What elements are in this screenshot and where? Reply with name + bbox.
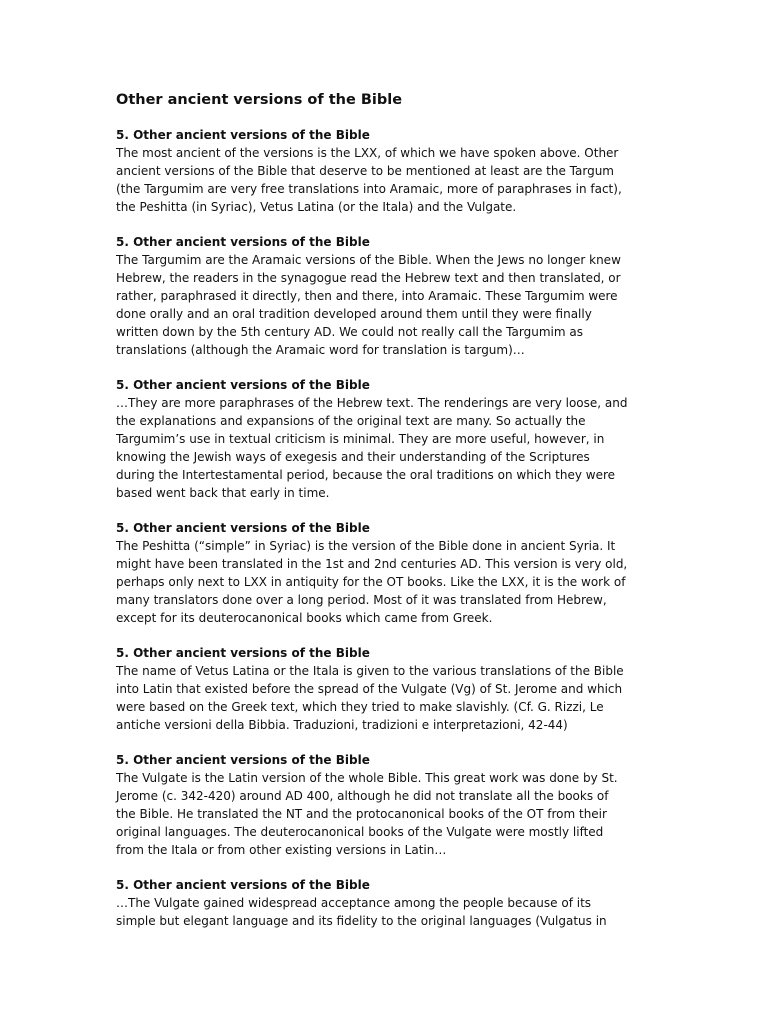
body-text-line: knowing the Jewish ways of exegesis and their understanding of the Scriptures <box>116 450 590 464</box>
body-text-line: except for its deuterocanonical books which came from Greek. <box>116 611 493 625</box>
body-text-line: during the Intertestamental period, because the oral traditions on which they were <box>116 468 616 482</box>
body-text-line: …They are more paraphrases of the Hebrew text. The renderings are very loose, and <box>116 396 628 410</box>
section <box>116 126 656 216</box>
body-text-line: Hebrew, the readers in the synagogue read the Hebrew text and then translated, or <box>116 271 621 285</box>
body-text-line: antiche versioni della Bibbia. Traduzioni, tradizioni e interpretazioni, 42-44) <box>116 718 568 732</box>
body-text-line: (the Targumim are very free translations into Aramaic, more of paraphrases in fact), <box>116 182 622 196</box>
body-text-line: Jerome (c. 342-420) around AD 400, although he did not translate all the books of <box>116 789 609 803</box>
section <box>116 233 656 359</box>
section <box>116 751 656 859</box>
body-text-line: the explanations and expansions of the original text are many. So actually the <box>116 414 586 428</box>
section-heading: 5. Other ancient versions of the Bible <box>116 646 370 660</box>
body-text-line: done orally and an oral tradition developed around them until they were finally <box>116 307 592 321</box>
body-text-line: written down by the 5th century AD. We could not really call the Targumim as <box>116 325 583 339</box>
section-heading: 5. Other ancient versions of the Bible <box>116 753 370 767</box>
section <box>116 876 656 930</box>
body-text-line: original languages. The deuterocanonical books of the Vulgate were mostly lifted <box>116 825 604 839</box>
section <box>116 519 656 627</box>
sections-container <box>116 126 656 930</box>
section-heading: 5. Other ancient versions of the Bible <box>116 128 370 142</box>
body-text-line: simple but elegant language and its fidelity to the original languages (Vulgatus in <box>116 914 607 928</box>
body-text-line: The most ancient of the versions is the LXX, of which we have spoken above. Other <box>116 146 619 160</box>
body-text-line: the Peshitta (in Syriac), Vetus Latina (or the Itala) and the Vulgate. <box>116 200 517 214</box>
section-heading: 5. Other ancient versions of the Bible <box>116 521 370 535</box>
body-text-line: into Latin that existed before the spread of the Vulgate (Vg) of St. Jerome and which <box>116 682 623 696</box>
body-text-line: ancient versions of the Bible that deserve to be mentioned at least are the Targum <box>116 164 614 178</box>
section-heading: 5. Other ancient versions of the Bible <box>116 378 370 392</box>
body-text-line: The name of Vetus Latina or the Itala is given to the various translations of the Bible <box>116 664 624 678</box>
body-text-line: The Vulgate is the Latin version of the whole Bible. This great work was done by St. <box>116 771 618 785</box>
section-heading: 5. Other ancient versions of the Bible <box>116 878 370 892</box>
section <box>116 644 656 734</box>
body-text-line: The Peshitta (“simple” in Syriac) is the version of the Bible done in ancient Syria. It <box>116 539 616 553</box>
body-text-line: might have been translated in the 1st and 2nd centuries AD. This version is very old, <box>116 557 628 571</box>
section-heading: 5. Other ancient versions of the Bible <box>116 235 370 249</box>
body-text-line: The Targumim are the Aramaic versions of the Bible. When the Jews no longer knew <box>116 253 621 267</box>
body-text-line: translations (although the Aramaic word for translation is targum)… <box>116 343 525 357</box>
body-text-line: many translators done over a long period. Most of it was translated from Hebrew, <box>116 593 607 607</box>
section <box>116 376 656 502</box>
document-page <box>116 90 656 947</box>
body-text-line: perhaps only next to LXX in antiquity for the OT books. Like the LXX, it is the work of <box>116 575 626 589</box>
body-text-line: from the Itala or from other existing versions in Latin… <box>116 843 447 857</box>
document-title: Other ancient versions of the Bible <box>116 92 403 108</box>
body-text-line: …The Vulgate gained widespread acceptance among the people because of its <box>116 896 592 910</box>
body-text-line: were based on the Greek text, which they tried to make slavishly. (Cf. G. Rizzi, Le <box>116 700 604 714</box>
body-text-line: rather, paraphrased it directly, then and there, into Aramaic. These Targumim were <box>116 289 618 303</box>
body-text-line: the Bible. He translated the NT and the protocanonical books of the OT from their <box>116 807 607 821</box>
body-text-line: Targumim’s use in textual criticism is minimal. They are more useful, however, in <box>116 432 605 446</box>
body-text-line: based went back that early in time. <box>116 486 330 500</box>
